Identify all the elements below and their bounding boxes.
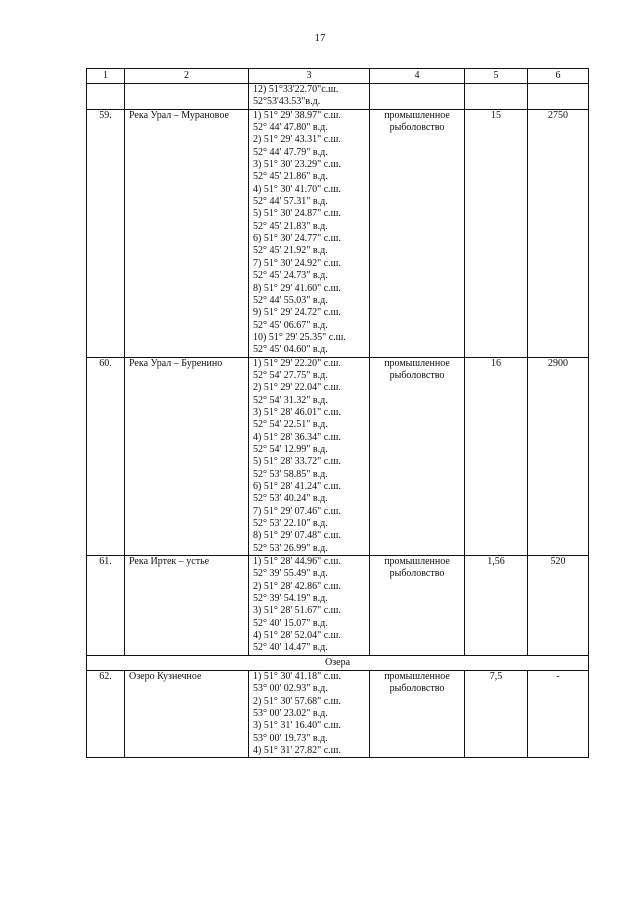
water-body-name: Озеро Кузнечное: [125, 670, 249, 757]
coordinate-line: 2) 51° 28' 42.86" с.ш.: [253, 580, 341, 592]
header-col-5: 5: [465, 69, 528, 84]
coordinate-line: 52° 45' 21.83" в.д.: [253, 220, 328, 232]
coordinate-line: 52° 53' 40.24" в.д.: [253, 493, 328, 505]
coordinate-line: 3) 51° 28' 51.67" с.ш.: [253, 605, 341, 617]
row-number: 59.: [87, 109, 125, 357]
coordinate-line: 7) 51° 30' 24.92" с.ш.: [253, 257, 341, 269]
water-body-name: Река Урал – Мурановое: [125, 109, 249, 357]
coordinate-line: 6) 51° 30' 24.77" с.ш.: [253, 233, 341, 245]
coordinate-line: 4) 51° 31' 27.82" с.ш.: [253, 744, 341, 756]
group-label: Озера: [87, 655, 589, 670]
continuation-row: [87, 84, 589, 110]
coordinate-line: 52° 45' 04.60" в.д.: [253, 344, 328, 356]
column-6-value: 2900: [528, 357, 589, 556]
coordinate-line: 52° 44' 47.79" в.д.: [253, 146, 328, 158]
coordinate-line: 3) 51° 30' 23.29" с.ш.: [253, 159, 341, 171]
coordinate-line: 2) 51° 30' 57.68" с.ш.: [253, 695, 341, 707]
coordinate-line: 52° 45' 24.73" в.д.: [253, 270, 328, 282]
group-row: [87, 655, 589, 670]
coordinate-line: 12) 51°33'22.70"с.ш.: [253, 84, 339, 95]
coordinate-line: 53° 00' 19.73" в.д.: [253, 732, 328, 744]
coordinate-line: 52° 54' 31.32" в.д.: [253, 394, 328, 406]
fishing-areas-table: [86, 68, 589, 758]
coordinate-line: 1) 51° 30' 41.18" с.ш.: [253, 670, 341, 682]
coordinate-line: 1) 51° 29' 38.97" с.ш.: [253, 109, 341, 121]
coordinate-line: 2) 51° 29' 43.31" с.ш.: [253, 134, 341, 146]
coordinate-line: 8) 51° 29' 07.48" с.ш.: [253, 530, 341, 542]
coordinate-line: 5) 51° 28' 33.72" с.ш.: [253, 456, 341, 468]
coordinate-line: 52° 39' 54.19" в.д.: [253, 593, 328, 605]
coordinate-line: 7) 51° 29' 07.46" с.ш.: [253, 505, 341, 517]
coordinate-line: 3) 51° 31' 16.40" с.ш.: [253, 720, 341, 732]
coordinate-line: 10) 51° 29' 25.35" с.ш.: [253, 331, 346, 343]
header-col-1: 1: [87, 69, 125, 84]
column-6-value: -: [528, 670, 589, 757]
column-5-value: 16: [465, 357, 528, 556]
coordinate-line: 52°53'43.53"в.д.: [253, 96, 321, 108]
coordinate-line: 4) 51° 30' 41.70" с.ш.: [253, 183, 341, 195]
coordinate-line: 52° 54' 22.51" в.д.: [253, 419, 328, 431]
coordinate-line: 1) 51° 28' 44.96" с.ш.: [253, 556, 341, 568]
coordinates-cell: [249, 556, 370, 656]
purpose-cell: промышленное рыболовство: [370, 357, 465, 556]
water-body-name: Река Иртек – устье: [125, 556, 249, 656]
purpose-cell: промышленное рыболовство: [370, 109, 465, 357]
coordinate-line: 52° 53' 22.10" в.д.: [253, 518, 328, 530]
header-col-2: 2: [125, 69, 249, 84]
page-number: 17: [314, 32, 326, 44]
purpose-cell: промышленное рыболовство: [370, 556, 465, 656]
header-col-4: 4: [370, 69, 465, 84]
coordinate-line: 2) 51° 29' 22.04" с.ш.: [253, 382, 341, 394]
coordinate-line: 4) 51° 28' 36.34" с.ш.: [253, 431, 341, 443]
coordinate-line: 1) 51° 29' 22.20" с.ш.: [253, 357, 341, 369]
coordinate-line: 4) 51° 28' 52.04" с.ш.: [253, 630, 341, 642]
row-number: 60.: [87, 357, 125, 556]
header-col-6: 6: [528, 69, 589, 84]
table-row: [87, 670, 589, 757]
column-6-value: 520: [528, 556, 589, 656]
water-body-name: Река Урал – Буренино: [125, 357, 249, 556]
coordinate-line: 3) 51° 28' 46.01" с.ш.: [253, 406, 341, 418]
coordinate-line: 53° 00' 02.93" в.д.: [253, 683, 328, 695]
coordinate-line: 52° 44' 55.03" в.д.: [253, 294, 328, 306]
header-row: [87, 69, 589, 84]
column-5-value: 15: [465, 109, 528, 357]
row-number: 61.: [87, 556, 125, 656]
coordinate-line: 52° 53' 58.85" в.д.: [253, 468, 328, 480]
purpose-cell: промышленное рыболовство: [370, 670, 465, 757]
coordinates-cell: [249, 357, 370, 556]
coordinate-line: 53° 00' 23.02" в.д.: [253, 707, 328, 719]
coordinate-line: 52° 53' 26.99" в.д.: [253, 542, 328, 554]
coordinate-line: 52° 40' 15.07" в.д.: [253, 617, 328, 629]
coordinate-line: 52° 54' 12.99" в.д.: [253, 443, 328, 455]
header-col-3: 3: [249, 69, 370, 84]
table-row: [87, 357, 589, 556]
coordinate-line: 52° 39' 55.49" в.д.: [253, 568, 328, 580]
table-row: [87, 556, 589, 656]
coordinates-cell: [249, 109, 370, 357]
coordinate-line: 8) 51° 29' 41.60" с.ш.: [253, 282, 341, 294]
coordinate-line: 52° 45' 21.86" в.д.: [253, 171, 328, 183]
coordinates-cell: [249, 84, 370, 110]
coordinate-line: 52° 54' 27.75" в.д.: [253, 369, 328, 381]
coordinate-line: 52° 45' 21.92" в.д.: [253, 245, 328, 257]
coordinate-line: 52° 40' 14.47" в.д.: [253, 642, 328, 654]
coordinate-line: 52° 44' 57.31" в.д.: [253, 196, 328, 208]
coordinate-line: 5) 51° 30' 24.87" с.ш.: [253, 208, 341, 220]
column-5-value: 1,56: [465, 556, 528, 656]
coordinate-line: 52° 45' 06.67" в.д.: [253, 319, 328, 331]
coordinate-line: 52° 44' 47.80" в.д.: [253, 122, 328, 134]
coordinates-cell: [249, 670, 370, 757]
coordinate-line: 6) 51° 28' 41.24" с.ш.: [253, 481, 341, 492]
row-number: 62.: [87, 670, 125, 757]
coordinate-line: 9) 51° 29' 24.72" с.ш.: [253, 307, 341, 319]
table-row: [87, 109, 589, 357]
column-6-value: 2750: [528, 109, 589, 357]
column-5-value: 7,5: [465, 670, 528, 757]
